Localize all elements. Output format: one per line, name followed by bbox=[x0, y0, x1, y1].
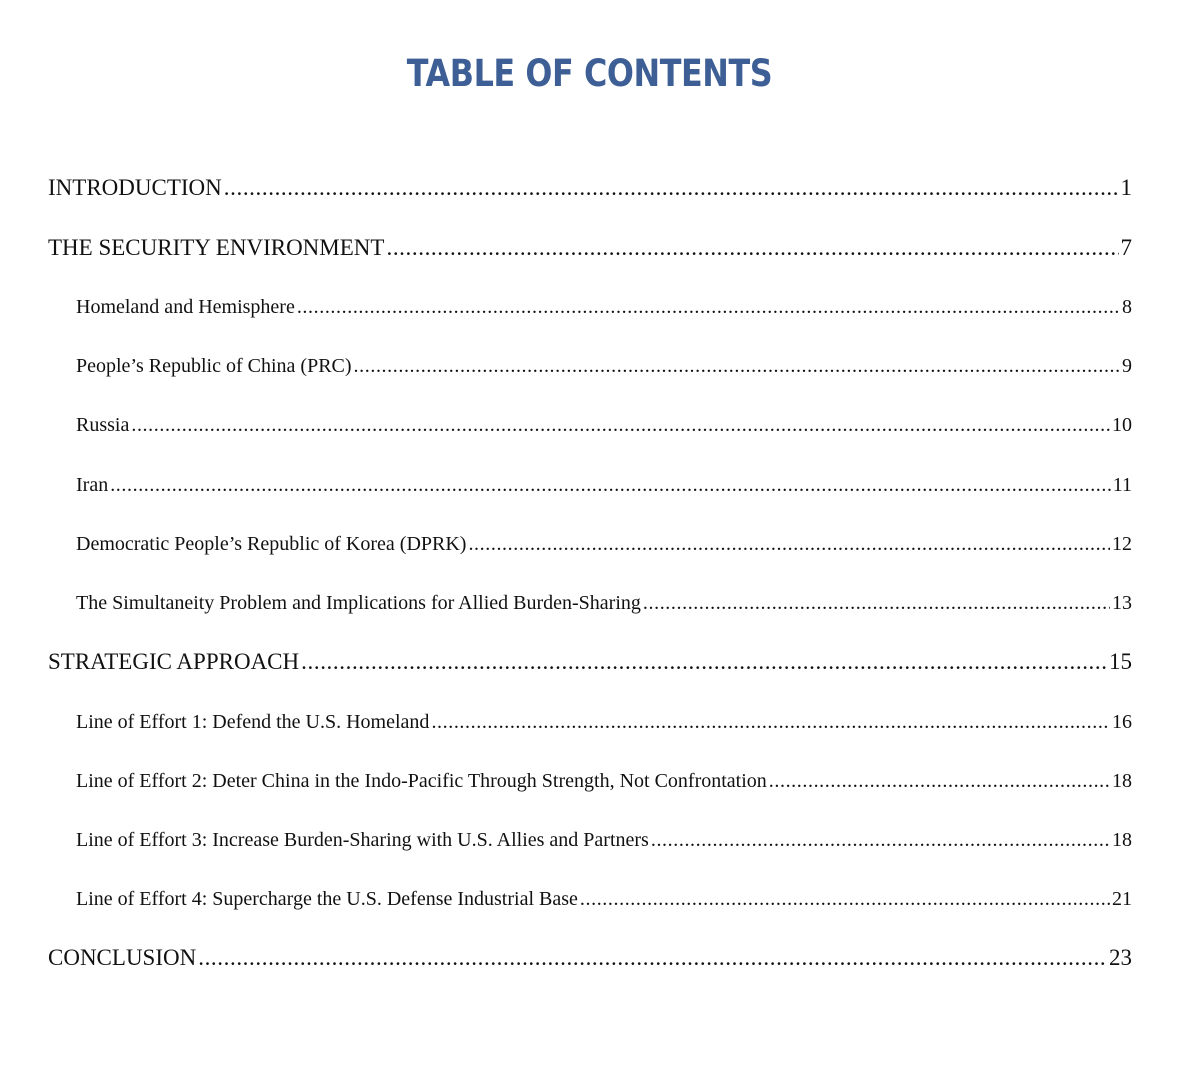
toc-dot-leader bbox=[354, 348, 1120, 384]
page-title: TABLE OF CONTENTS bbox=[406, 52, 773, 95]
toc-dot-leader bbox=[131, 407, 1110, 443]
toc-page-number: 7 bbox=[1120, 234, 1132, 260]
toc-entry-label: Line of Effort 2: Deter China in the Indo-Pacific Through Strength, Not Confrontation bbox=[76, 769, 767, 792]
toc-dot-leader bbox=[297, 289, 1120, 325]
toc-page-number: 1 bbox=[1120, 175, 1132, 200]
toc-entry-label: The Simultaneity Problem and Implications for Allied Burden-Sharing bbox=[76, 591, 641, 614]
toc-entry-strategic-approach[interactable] bbox=[48, 644, 1132, 704]
toc-entry-conclusion[interactable] bbox=[48, 940, 1132, 1000]
toc-dot-leader bbox=[468, 526, 1110, 562]
toc-entry-label: People’s Republic of China (PRC) bbox=[76, 355, 352, 378]
toc-page-number: 10 bbox=[1112, 414, 1132, 437]
toc-dot-leader bbox=[431, 704, 1110, 740]
toc-page-number: 15 bbox=[1109, 649, 1132, 675]
toc-dot-leader bbox=[224, 170, 1119, 206]
toc-entry-line-of-effort-2[interactable] bbox=[48, 763, 1132, 822]
toc-dot-leader bbox=[769, 763, 1110, 799]
toc-dot-leader bbox=[386, 230, 1118, 266]
toc-dot-leader bbox=[198, 940, 1107, 976]
toc-entry-line-of-effort-4[interactable] bbox=[48, 881, 1132, 940]
toc-dot-leader bbox=[301, 644, 1107, 680]
toc-page-number: 11 bbox=[1112, 473, 1132, 496]
toc-entry-line-of-effort-3[interactable] bbox=[48, 822, 1132, 881]
toc-entry-introduction[interactable] bbox=[48, 170, 1132, 230]
toc-dot-leader bbox=[110, 467, 1111, 503]
toc-entry-simultaneity-problem[interactable] bbox=[48, 585, 1132, 644]
toc-entry-dprk[interactable] bbox=[48, 526, 1132, 585]
toc-entry-label: Homeland and Hemisphere bbox=[76, 296, 295, 318]
toc-entry-label: THE SECURITY ENVIRONMENT bbox=[48, 234, 385, 260]
toc-entry-label: Russia bbox=[76, 414, 130, 437]
toc-entry-label: Line of Effort 4: Supercharge the U.S. Defense Industrial Base bbox=[76, 888, 578, 911]
toc-dot-leader bbox=[643, 585, 1110, 621]
toc-entry-homeland-hemisphere[interactable] bbox=[48, 289, 1132, 348]
toc-entry-label: Democratic People’s Republic of Korea (DPRK) bbox=[76, 532, 467, 555]
toc-page-number: 21 bbox=[1112, 888, 1132, 911]
toc-entry-label: STRATEGIC APPROACH bbox=[48, 649, 300, 675]
toc-entry-iran[interactable] bbox=[48, 467, 1132, 526]
toc-entry-label: INTRODUCTION bbox=[48, 175, 222, 200]
toc-entry-line-of-effort-1[interactable] bbox=[48, 704, 1132, 763]
toc-page-number: 12 bbox=[1112, 532, 1132, 555]
toc-dot-leader bbox=[651, 822, 1110, 858]
toc-entry-label: Iran bbox=[76, 473, 109, 496]
toc-page-number: 8 bbox=[1122, 296, 1132, 318]
toc-page-number: 16 bbox=[1112, 710, 1132, 733]
toc-entry-security-environment[interactable] bbox=[48, 230, 1132, 290]
toc-entry-prc[interactable] bbox=[48, 348, 1132, 407]
toc-entry-label: CONCLUSION bbox=[48, 945, 197, 971]
toc-page-number: 13 bbox=[1112, 591, 1132, 614]
toc-page-number: 18 bbox=[1112, 829, 1132, 851]
toc-page-number: 23 bbox=[1109, 945, 1132, 971]
table-of-contents bbox=[48, 170, 1132, 1000]
toc-entry-label: Line of Effort 1: Defend the U.S. Homeland bbox=[76, 710, 430, 733]
toc-page-number: 9 bbox=[1122, 355, 1132, 378]
toc-dot-leader bbox=[580, 881, 1110, 917]
toc-entry-label: Line of Effort 3: Increase Burden-Sharing with U.S. Allies and Partners bbox=[76, 829, 649, 851]
toc-page-number: 18 bbox=[1112, 769, 1132, 792]
toc-entry-russia[interactable] bbox=[48, 407, 1132, 466]
